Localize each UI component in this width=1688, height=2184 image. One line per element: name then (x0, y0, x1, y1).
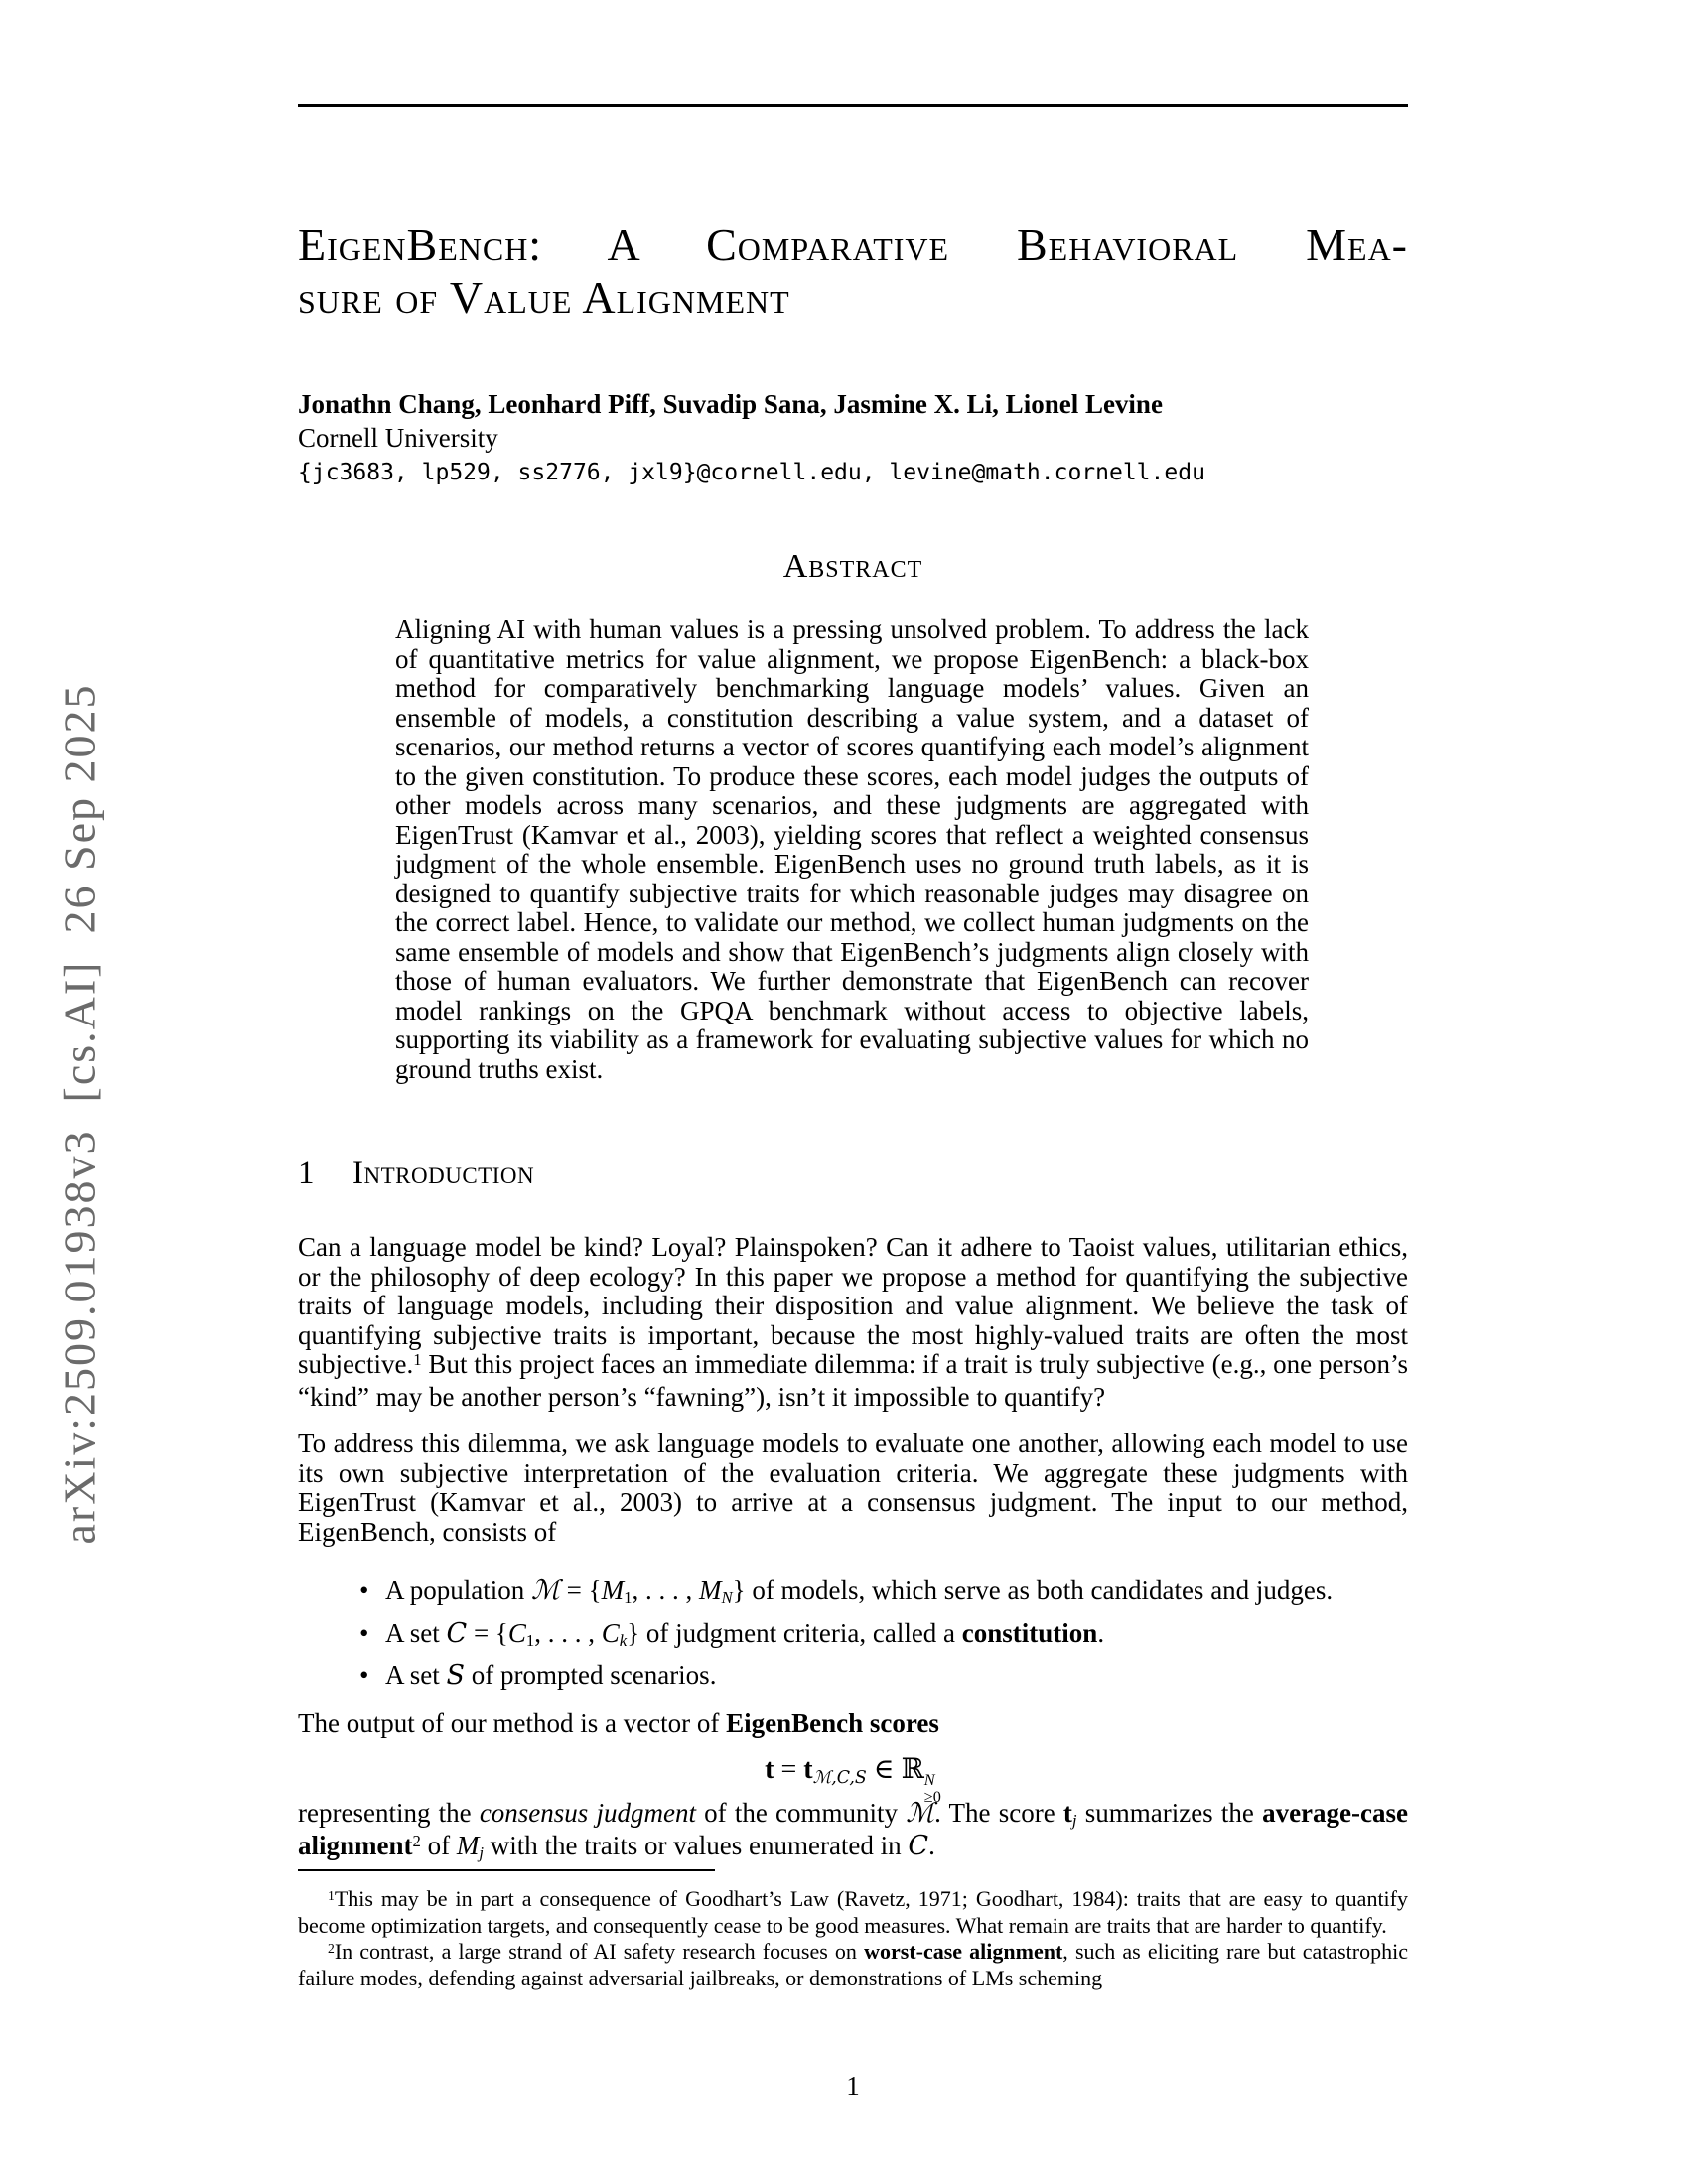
section-title: Introduction (352, 1156, 535, 1191)
top-rule (298, 104, 1408, 107)
intro-paragraph-4: representing the consensus judgment of the community ℳ. The score tj summarizes the average-case alignment$^2$ of Mj with the traits or values enumerated in C. (298, 1798, 1408, 1862)
intro-paragraph-1: Can a language model be kind? Loyal? Plainspoken? Can it adhere to Taoist values, utilitarian ethics, or the philosophy of deep ecology? In this paper we propose a method for quantifying the subjective traits of language models, including their disposition and value alignment. We believe the task of quantifying subjective traits is important, because the most highly-valued traits are often the most subjective.$^1$ But this project faces an immediate dilemma: if a trait is truly subjective (e.g., one person’s “kind” may be another person’s “fawning”), isn’t it impossible to quantify? (298, 1232, 1408, 1412)
section-number: 1 (298, 1156, 315, 1191)
arxiv-stamp: arXiv:2509.01938v3 [cs.AI] 26 Sep 2025 (54, 683, 105, 1545)
abstract-text: Aligning AI with human values is a pressing unsolved problem. To address the lack of quantitative metrics for value alignment, we propose EigenBench: a black-box method for comparatively benchmarking language models’ values. Given an ensemble of models, a constitution describing a value system, and a dataset of scenarios, our method returns a vector of scores quantifying each model’s alignment to the given constitution. To produce these scores, each model judges the outputs of other models across many scenarios, and these judgments are aggregated with EigenTrust (Kamvar et al., 2003), yielding scores that reflect a weighted consensus judgment of the whole ensemble. EigenBench uses no ground truth labels, as it is designed to quantify subjective traits for which reasonable judges may disagree on the correct label. Hence, to validate our method, we collect human judgments on the same ensemble of models and show that EigenBench’s judgments align closely with those of human evaluators. We further demonstrate that EigenBench can recover model rankings on the GPQA benchmark without access to objective labels, supporting its viability as a framework for evaluating subjective values for which no ground truths exist. (395, 614, 1309, 1084)
footnote-1: $^1$This may be in part a consequence of Goodhart’s Law (Ravetz, 1971; Goodhart, 1984): traits that are easy to quantify become optimization targets, and consequently cease to be good measures. What remain are traits that are harder to quantify. (298, 1886, 1408, 1938)
list-item: • A set C = {C1, . . . , Ck} of judgment criteria, called a constitution. (385, 1619, 1495, 1652)
list-item: • A set S of prompted scenarios. (385, 1661, 1495, 1691)
intro-paragraph-3: The output of our method is a vector of EigenBench scores (298, 1708, 939, 1738)
author-emails: {jc3683, lp529, ss2776, jxl9}@cornell.edu, levine@math.cornell.edu (298, 460, 1205, 485)
abstract-heading: Abstract (782, 548, 923, 585)
intro-paragraph-2: To address this dilemma, we ask language models to evaluate one another, allowing each model to use its own subjective interpretation of the evaluation criteria. We aggregate these judgments with EigenTrust (Kamvar et al., 2003) to arrive at a consensus judgment. The input to our method, EigenBench, consists of (298, 1429, 1408, 1547)
list-item: • A population ℳ = {M1, . . . , MN} of models, which serve as both candidates and judges. (385, 1576, 1495, 1609)
title-line-2: sure of Value Alignment (298, 272, 790, 323)
footnote-2: $^2$In contrast, a large strand of AI safety research focuses on worst-case alignment, such as eliciting rare but catastrophic failure modes, defending against adversarial jailbreaks, or demonstrations of LMs scheming (298, 1939, 1408, 1990)
page-number: 1 (846, 2071, 860, 2101)
paper-title (298, 218, 1408, 324)
title-line-1: EigenBench: A Comparative Behavioral Mea- (298, 219, 1408, 270)
author-block (298, 387, 1408, 490)
bullet-list (298, 1576, 1495, 1701)
equation: t = tℳ,C,S ∈ ℝ N ≥0 (765, 1752, 941, 1807)
footnotes (298, 1887, 1408, 1992)
footnote-rule (298, 1869, 715, 1871)
section-heading (298, 1156, 1408, 1192)
affiliation: Cornell University (298, 423, 498, 453)
authors-line: Jonathn Chang, Leonhard Piff, Suvadip Sana, Jasmine X. Li, Lionel Levine (298, 389, 1163, 419)
